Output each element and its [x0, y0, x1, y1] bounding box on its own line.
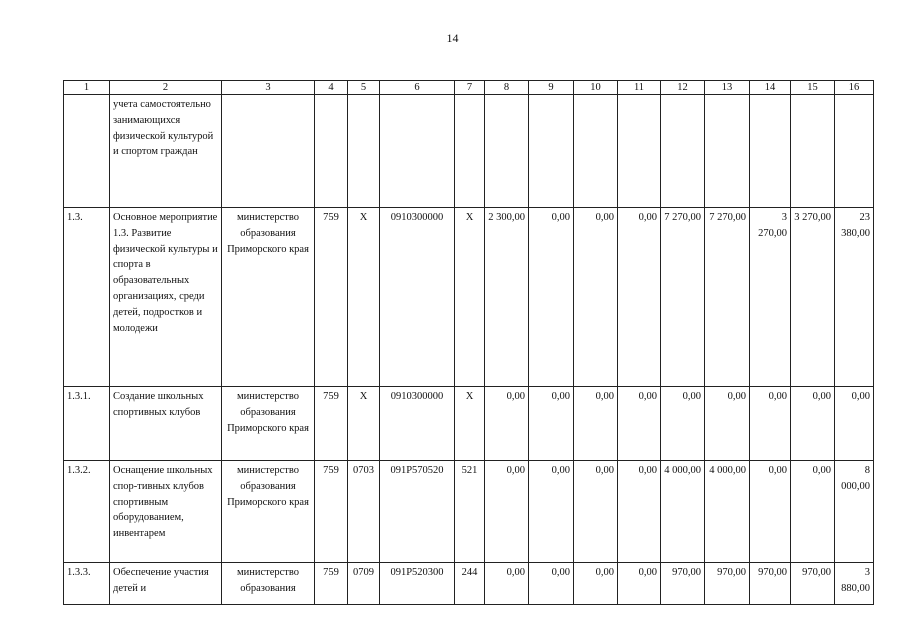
table-row [64, 95, 874, 208]
cell-value: 0,00 [485, 461, 529, 563]
cell-value [835, 95, 874, 208]
column-header: 1 [64, 81, 110, 95]
column-header: 10 [574, 81, 618, 95]
cell-value: 0,00 [529, 563, 574, 605]
column-header: 15 [791, 81, 835, 95]
cell-value: 970,00 [661, 563, 705, 605]
header-row [64, 81, 874, 95]
cell-executor: министерство образования Приморского края [222, 461, 315, 563]
cell-value: 0,00 [529, 208, 574, 387]
cell-value: 0,00 [618, 387, 661, 461]
cell-section: 0703 [348, 461, 380, 563]
column-header: 4 [315, 81, 348, 95]
cell-grbs: 759 [315, 387, 348, 461]
cell-value: 970,00 [791, 563, 835, 605]
cell-value: 0,00 [485, 563, 529, 605]
cell-target-article [380, 95, 455, 208]
column-header: 9 [529, 81, 574, 95]
cell-value: 0,00 [574, 563, 618, 605]
cell-activity-name: учета самостоятельно занимающихся физической культурой и спортом граждан [110, 95, 222, 208]
cell-value: 0,00 [791, 387, 835, 461]
cell-code: 1.3.1. [64, 387, 110, 461]
column-header: 5 [348, 81, 380, 95]
cell-value: 4 000,00 [661, 461, 705, 563]
cell-value [705, 95, 750, 208]
column-header: 2 [110, 81, 222, 95]
cell-value: 0,00 [485, 387, 529, 461]
table-row [64, 461, 874, 563]
cell-target-article: 0910300000 [380, 387, 455, 461]
cell-value: 0,00 [529, 387, 574, 461]
cell-value [791, 95, 835, 208]
cell-grbs [315, 95, 348, 208]
cell-value: 0,00 [618, 208, 661, 387]
cell-expense-type [455, 95, 485, 208]
cell-value: 0,00 [705, 387, 750, 461]
cell-value [485, 95, 529, 208]
table-row [64, 208, 874, 387]
cell-value [618, 95, 661, 208]
cell-value: 7 270,00 [705, 208, 750, 387]
cell-value: 2 300,00 [485, 208, 529, 387]
cell-value: 0,00 [618, 563, 661, 605]
column-header: 7 [455, 81, 485, 95]
cell-activity-name: Создание школьных спортивных клубов [110, 387, 222, 461]
cell-target-article: 091P570520 [380, 461, 455, 563]
cell-value: 0,00 [574, 461, 618, 563]
cell-activity-name: Основное мероприятие 1.3. Развитие физической культуры и спорта в образовательных организациях, среди детей, подростков и молодежи [110, 208, 222, 387]
cell-code: 1.3.3. [64, 563, 110, 605]
cell-value: 3 270,00 [791, 208, 835, 387]
cell-value: 0,00 [835, 387, 874, 461]
table-row [64, 563, 874, 605]
cell-expense-type: 521 [455, 461, 485, 563]
cell-value: 0,00 [750, 387, 791, 461]
cell-expense-type: 244 [455, 563, 485, 605]
cell-value: 0,00 [574, 208, 618, 387]
cell-section [348, 95, 380, 208]
cell-grbs: 759 [315, 208, 348, 387]
column-header: 6 [380, 81, 455, 95]
cell-value: 0,00 [661, 387, 705, 461]
cell-expense-type: X [455, 208, 485, 387]
table-row [64, 387, 874, 461]
cell-value: 970,00 [705, 563, 750, 605]
cell-value: 7 270,00 [661, 208, 705, 387]
page-number: 14 [446, 31, 459, 45]
column-header: 14 [750, 81, 791, 95]
cell-value: 0,00 [574, 387, 618, 461]
cell-executor: министерство образования [222, 563, 315, 605]
cell-value: 8 000,00 [835, 461, 874, 563]
column-header: 13 [705, 81, 750, 95]
cell-value [574, 95, 618, 208]
cell-value: 0,00 [791, 461, 835, 563]
column-header: 16 [835, 81, 874, 95]
cell-value: 0,00 [618, 461, 661, 563]
cell-value [661, 95, 705, 208]
cell-section: X [348, 208, 380, 387]
cell-executor: министерство образования Приморского края [222, 208, 315, 387]
cell-value: 3 880,00 [835, 563, 874, 605]
cell-target-article: 0910300000 [380, 208, 455, 387]
cell-expense-type: X [455, 387, 485, 461]
cell-section: X [348, 387, 380, 461]
cell-grbs: 759 [315, 563, 348, 605]
cell-target-article: 091P520300 [380, 563, 455, 605]
cell-grbs: 759 [315, 461, 348, 563]
program-table [63, 80, 874, 605]
column-header: 12 [661, 81, 705, 95]
column-header: 8 [485, 81, 529, 95]
column-header: 11 [618, 81, 661, 95]
cell-code [64, 95, 110, 208]
cell-activity-name: Оснащение школьных спор-тивных клубов спортивным оборудованием, инвентарем [110, 461, 222, 563]
cell-value [750, 95, 791, 208]
cell-value: 0,00 [529, 461, 574, 563]
cell-value: 4 000,00 [705, 461, 750, 563]
cell-code: 1.3.2. [64, 461, 110, 563]
cell-value: 970,00 [750, 563, 791, 605]
column-header: 3 [222, 81, 315, 95]
cell-code: 1.3. [64, 208, 110, 387]
cell-value: 3 270,00 [750, 208, 791, 387]
cell-section: 0709 [348, 563, 380, 605]
cell-value: 23 380,00 [835, 208, 874, 387]
cell-executor: министерство образования Приморского края [222, 387, 315, 461]
cell-value [529, 95, 574, 208]
cell-value: 0,00 [750, 461, 791, 563]
cell-executor [222, 95, 315, 208]
cell-activity-name: Обеспечение участия детей и [110, 563, 222, 605]
